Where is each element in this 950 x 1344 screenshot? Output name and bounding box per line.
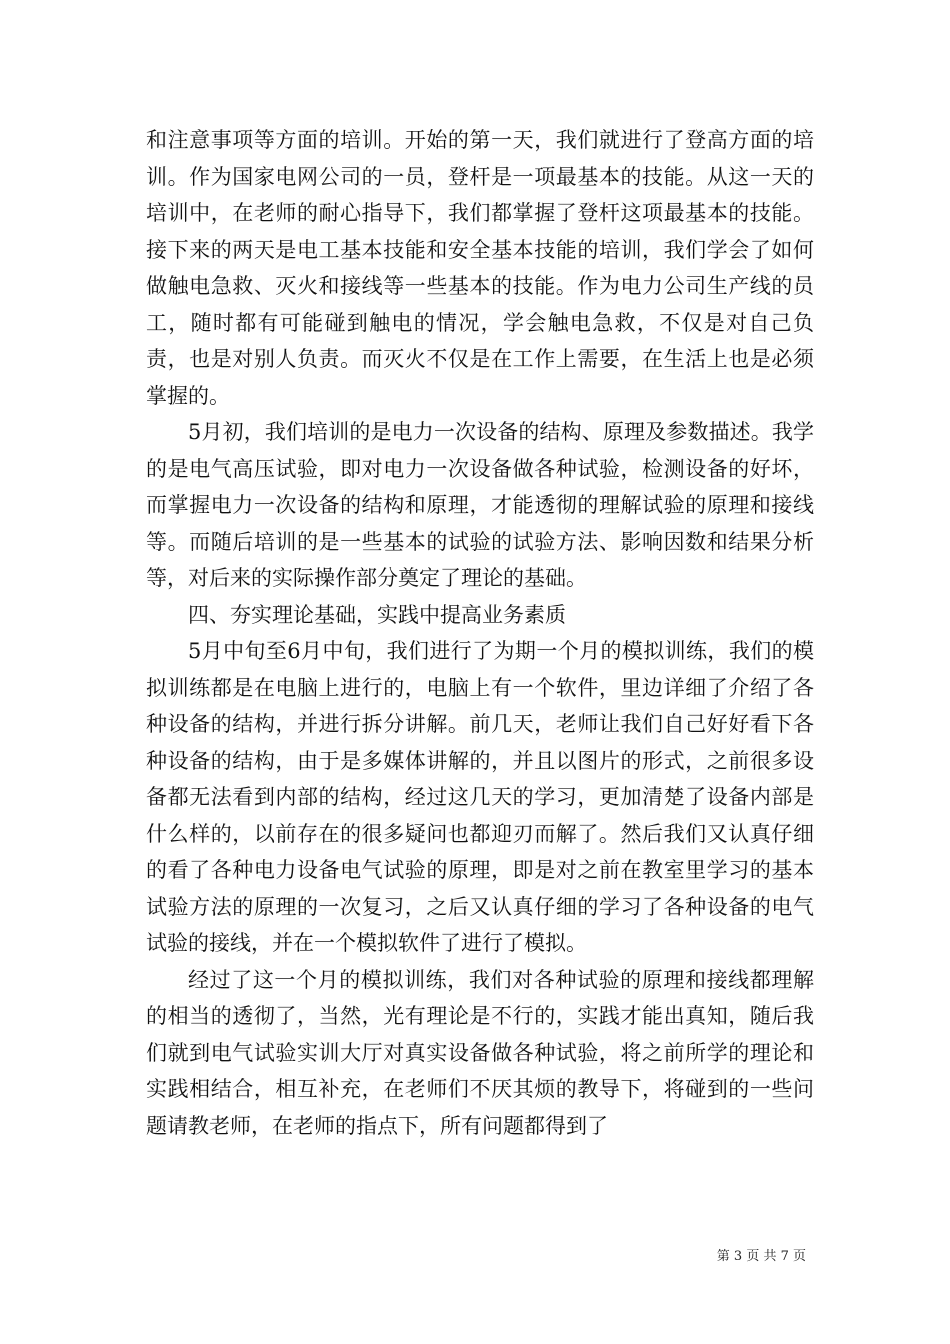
section-heading-four: 四、夯实理论基础，实践中提高业务素质 bbox=[188, 602, 566, 627]
paragraph-may-training: 5月初，我们培训的是电力一次设备的结构、原理及参数描述。我学的是电气高压试验，即对电力一次设备做各种试验，检测设备的好坏，而掌握电力一次设备的结构和原理，才能透彻的理解试验的原理和接线等。而随后培训的是一些基本的试验的试验方法、影响因数和结果分析等，对后来的实际操作部分奠定了理论的基础。 bbox=[146, 420, 814, 590]
page-number-footer: 第 3 页 共 7 页 bbox=[716, 1249, 806, 1264]
paragraph-continuation: 和注意事项等方面的培训。开始的第一天，我们就进行了登高方面的培训。作为国家电网公司的一员，登杆是一项最基本的技能。从这一天的培训中，在老师的耐心指导下，我们都掌握了登杆这项最基本的技能。接下来的两天是电工基本技能和安全基本技能的培训，我们学会了如何做触电急救、灭火和接线等一些基本的技能。作为电力公司生产线的员工，随时都有可能碰到触电的情况，学会触电急救，不仅是对自己负责，也是对别人负责。而灭火不仅是在工作上需要，在生活上也是必须掌握的。 bbox=[146, 128, 814, 408]
paragraph-simulation-training: 5月中旬至6月中旬，我们进行了为期一个月的模拟训练，我们的模拟训练都是在电脑上进行的，电脑上有一个软件，里边详细了介绍了各种设备的结构，并进行拆分讲解。前几天，老师让我们自己好好看下各种设备的结构，由于是多媒体讲解的，并且以图片的形式，之前很多设备都无法看到内部的结构，经过这几天的学习，更加清楚了设备内部是什么样的，以前存在的很多疑问也都迎刃而解了。然后我们又认真仔细的看了各种电力设备电气试验的原理，即是对之前在教室里学习的基本试验方法的原理的一次复习，之后又认真仔细的学习了各种设备的电气试验的接线，并在一个模拟软件了进行了模拟。 bbox=[146, 639, 814, 955]
document-body bbox=[146, 122, 814, 1144]
paragraph-practice: 经过了这一个月的模拟训练，我们对各种试验的原理和接线都理解的相当的透彻了，当然，光有理论是不行的，实践才能出真知，随后我们就到电气试验实训大厅对真实设备做各种试验，将之前所学的理论和实践相结合，相互补充，在老师们不厌其烦的教导下，将碰到的一些问题请教老师，在老师的指点下，所有问题都得到了 bbox=[146, 967, 814, 1138]
